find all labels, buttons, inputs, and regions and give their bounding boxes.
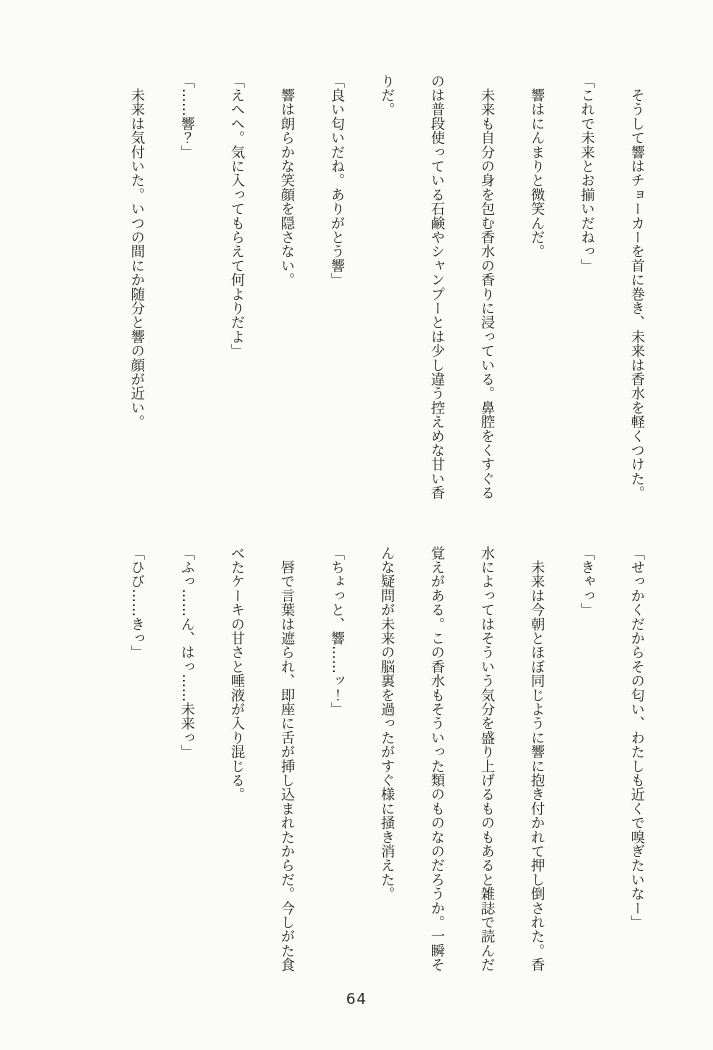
text-column: そうして響はチョーカーを首に巻き、未来は香水を軽くつけた。 xyxy=(629,74,645,500)
text-column: 「……響？」 xyxy=(179,74,195,160)
text-column: 「良い匂いだね。ありがとう響」 xyxy=(329,74,345,287)
text-column: 「これで未来とお揃いだねっ」 xyxy=(579,74,595,273)
lower-text-block xyxy=(112,546,662,996)
page-number: 64 xyxy=(345,990,368,1008)
text-column: 唇で言葉は遮られ、即座に舌が挿し込まれたからだ。今しがた食 xyxy=(279,546,295,972)
text-column: 覚えがある。この香水もそういった類のものなのだろうか。一瞬そ xyxy=(429,546,445,972)
text-column: 「えへへ。気に入ってもらえて何よりだよ」 xyxy=(229,74,245,358)
text-column: 未来も自分の身を包む香水の香りに浸っている。鼻腔をくすぐる xyxy=(479,74,495,500)
text-column: 響は朗らかな笑顔を隠さない。 xyxy=(279,74,295,287)
upper-text-block xyxy=(112,74,662,524)
text-column: んな疑問が未来の脳裏を過ったがすぐ様に掻き消えた。 xyxy=(379,546,395,901)
text-column: のは普段使っている石鹸やシャンプーとは少し違う控えめな甘い香 xyxy=(429,74,445,500)
text-column: 「ちょっと、響……ッ！」 xyxy=(329,546,345,717)
text-column: 響はにんまりと微笑んだ。 xyxy=(529,74,545,259)
text-column: 水によってはそういう気分を盛り上げるものもあると雑誌で読んだ xyxy=(479,546,495,972)
text-column: 未来は今朝とほぼ同じように響に抱き付かれて押し倒された。香 xyxy=(529,546,545,972)
text-column: べたケーキの甘さと唾液が入り混じる。 xyxy=(229,546,245,802)
text-column: 「せっかくだからその匂い、わたしも近くで嗅ぎたいなー」 xyxy=(629,546,645,930)
text-column: 「ひび……きっ」 xyxy=(129,546,145,660)
text-column: 未来は気付いた。いつの間にか随分と響の顔が近い。 xyxy=(129,74,145,429)
text-column: 「ふっ……ん、はっ……未来っ」 xyxy=(179,546,195,759)
text-column: 「きゃっ」 xyxy=(579,546,595,617)
text-column: りだ。 xyxy=(379,74,395,117)
